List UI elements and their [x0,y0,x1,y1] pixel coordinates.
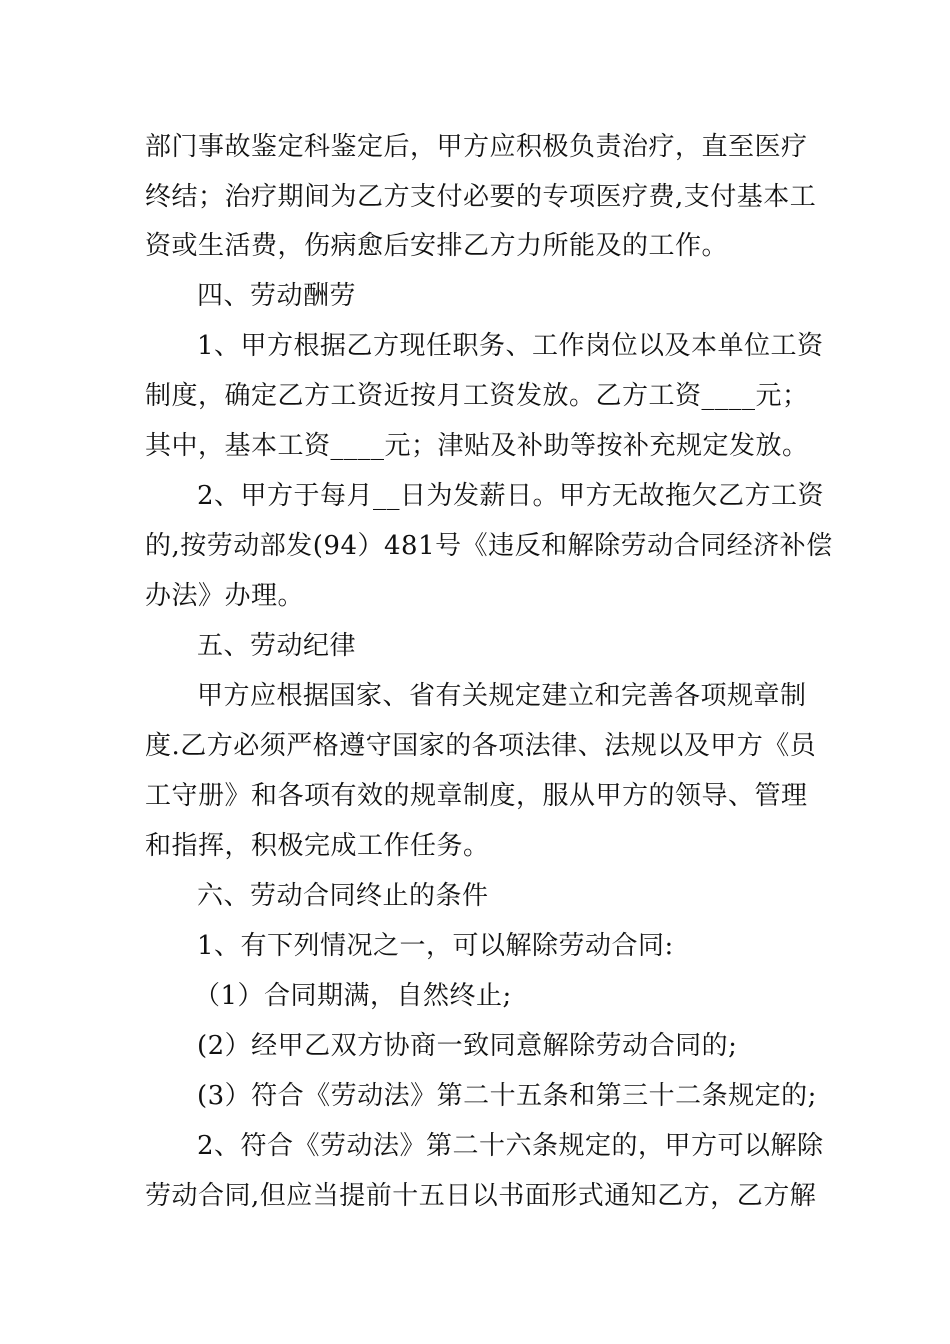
section-heading: 五、劳动纪律 [197,631,357,661]
paragraph-line: 其中，基本工资____元；津贴及补助等按补充规定发放。 [145,431,809,461]
section-heading: 四、劳动酬劳 [197,281,357,311]
paragraph-line: 2、符合《劳动法》第二十六条规定的，甲方可以解除 [197,1131,824,1161]
paragraph-line: 的,按劳动部发(94）481号《违反和解除劳动合同经济补偿 [145,531,833,561]
paragraph-line: 和指挥，积极完成工作任务。 [145,831,490,861]
paragraph-line: 资或生活费，伤病愈后安排乙方力所能及的工作。 [145,231,729,261]
paragraph-line: 劳动合同,但应当提前十五日以书面形式通知乙方，乙方解 [145,1181,817,1211]
paragraph-line: 度.乙方必须严格遵守国家的各项法律、法规以及甲方《员 [145,731,817,761]
list-item: （1）合同期满，自然终止; [194,981,512,1011]
list-item: 1、有下列情况之一，可以解除劳动合同: [197,931,674,961]
list-item: (3）符合《劳动法》第二十五条和第三十二条规定的; [197,1081,817,1111]
list-item: (2）经甲乙双方协商一致同意解除劳动合同的; [197,1031,738,1061]
paragraph-line: 1、甲方根据乙方现任职务、工作岗位以及本单位工资 [197,331,824,361]
paragraph-line: 甲方应根据国家、省有关规定建立和完善各项规章制 [197,681,807,711]
paragraph-line: 制度，确定乙方工资近按月工资发放。乙方工资____元； [145,381,809,411]
paragraph-line: 工守册》和各项有效的规章制度，服从甲方的领导、管理 [145,781,808,811]
paragraph-line: 办法》办理。 [145,581,305,611]
paragraph-line: 部门事故鉴定科鉴定后，甲方应积极负责治疗，直至医疗 [145,132,808,162]
paragraph-line: 2、甲方于每月__日为发薪日。甲方无故拖欠乙方工资 [197,481,825,511]
section-heading: 六、劳动合同终止的条件 [197,881,489,911]
paragraph-line: 终结；治疗期间为乙方支付必要的专项医疗费,支付基本工 [145,182,817,212]
